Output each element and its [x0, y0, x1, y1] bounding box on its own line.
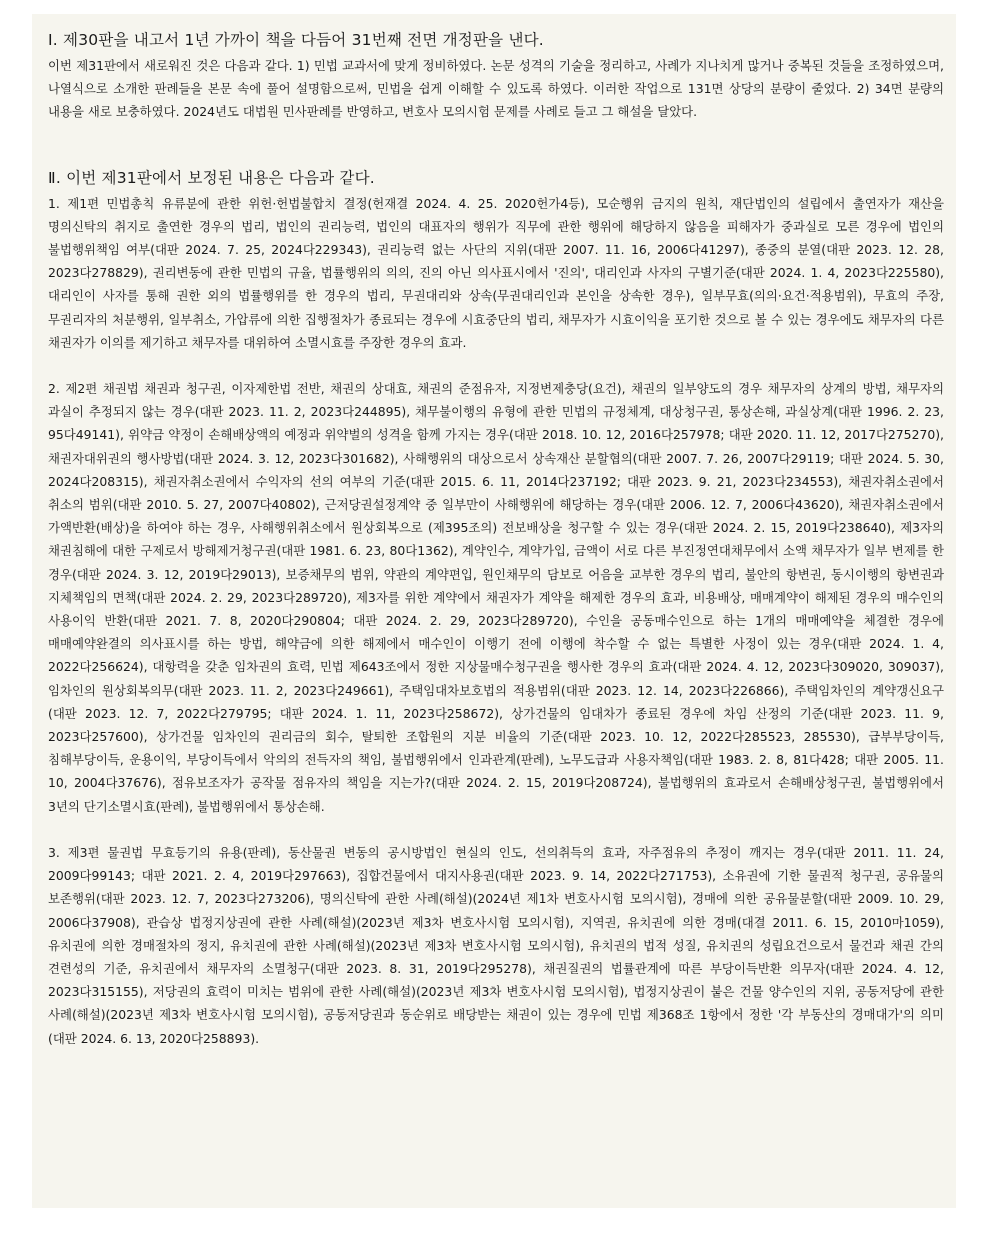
- item-spacer: [48, 354, 944, 377]
- document-page: [32, 14, 956, 1208]
- revision-item-obligations: 2. 제2편 채권법 채권과 청구권, 이자제한법 전반, 채권의 상대효, 채권의 준점유자, 지정변제충당(요건), 채권의 일부양도의 경우 채무자의 상계의 방법, 채무자의 과실이 추정되지 않는 경우(대판 2023. 11. 2, 2023다244895), 채무불이행의 유형에 관한 민법의 규정체계, 대상청구권, 통상손해, 과실상계(대판 1996. 2. 23, 95다49141), 위약금 약정이 손해배상액의 예정과 위약벌의 성격을 함께 가지는 경우(대판 2018. 10. 12, 2016다257978; 대판 2020. 11. 12, 2017다275270), 채권자대위권의 행사방법(대판 2024. 3. 12, 2023다301682), 사해행위의 대상으로서 상속재산 분할협의(대판 2007. 7. 26, 2007다29119; 대판 2024. 5. 30, 2024다208315), 채권자취소권에서 수익자의 선의 여부의 기준(대판 2015. 6. 11, 2014다237192; 대판 2023. 9. 21, 2023다234553), 채권자취소권에서 취소의 범위(대판 2010. 5. 27, 2007다40802), 근저당권설정계약 중 일부만이 사해행위에 해당하는 경우(대판 2006. 12. 7, 2006다43620), 채권자취소권에서 가액반환(배상)을 하여야 하는 경우, 사해행위취소에서 원상회복으로 (제395조의) 전보배상을 청구할 수 있는 경우(대판 2024. 2. 15, 2019다238640), 제3자의 채권침해에 대한 구제로서 방해제거청구권(대판 1981. 6. 23, 80다1362), 계약인수, 계약가입, 금액이 서로 다른 부진정연대채무에서 소액 채무자가 일부 변제를 한 경우(대판 2024. 3. 12, 2019다29013), 보증채무의 범위, 약관의 계약편입, 원인채무의 담보로 어음을 교부한 경우의 법리, 불안의 항변권, 동시이행의 항변권과 지체책임의 면책(대판 2024. 2. 29, 2023다289720), 제3자를 위한 계약에서 채권자가 계약을 해제한 경우의 효과, 비용배상, 매매계약이 해제된 경우의 매수인의 사용이익 반환(대판 2021. 7. 8, 2020다290804; 대판 2024. 2. 29, 2023다289720), 수인을 공동매수인으로 하는 1개의 매매예약을 체결한 경우에 매매예약완결의 의사표시를 하는 방법, 해약금에 의한 해제에서 매수인이 이행기 전에 이행에 착수할 수 없는 특별한 사정이 있는 경우(대판 2024. 1. 4, 2022다256624), 대항력을 갖춘 임차권의 효력, 민법 제643조에서 정한 지상물매수청구권을 행사한 경우의 효과(대판 2024. 4. 12, 2023다309020, 309037), 임차인의 원상회복의무(대판 2023. 11. 2, 2023다249661), 주택임대차보호법의 적용범위(대판 2023. 12. 14, 2023다226866), 주택임차인의 계약갱신요구(대판 2023. 12. 7, 2022다279795; 대판 2024. 1. 11, 2023다258672), 상가건물의 임대차가 종료된 경우에 차임 산정의 기준(대판 2023. 11. 9, 2023다257600), 상가건물 임차인의 권리금의 회수, 탈퇴한 조합원의 지분 비율의 기준(대판 2023. 10. 12, 2022다285523, 285530), 급부부당이득, 침해부당이득, 운용이익, 부당이득에서 악의의 전득자의 책임, 불법행위에서 인과관계(판례), 노무도급과 사용자책임(대판 1983. 2. 8, 81다428; 대판 2005. 11. 10, 2004다37676), 점유보조자가 공작물 점유자의 책임을 지는가?(대판 2024. 2. 15, 2019다208724), 불법행위의 효과로서 손해배상청구권, 불법행위에서 3년의 단기소멸시효(판례), 불법행위에서 통상손해.: [48, 381, 945, 814]
- revision-item-property-rights: 3. 제3편 물권법 무효등기의 유용(판례), 동산물권 변동의 공시방법인 현실의 인도, 선의취득의 효과, 자주점유의 추정이 깨지는 경우(대판 2011. 11. 24, 2009다99143; 대판 2021. 2. 4, 2019다297663), 집합건물에서 대지사용권(대판 2023. 9. 14, 2022다271753), 소유권에 기한 물권적 청구권, 공유물의 보존행위(대판 2023. 12. 7, 2023다273206), 명의신탁에 관한 사례(해설)(2024년 제1차 변호사시험 모의시험), 경매에 의한 공유물분할(대판 2009. 10. 29, 2006다37908), 관습상 법정지상권에 관한 사례(해설)(2023년 제3차 변호사시험 모의시험), 지역권, 유치권에 의한 경매(대결 2011. 6. 15, 2010마1059), 유치권에 의한 경매절차의 정지, 유치권에 관한 사례(해설)(2023년 제3차 변호사시험 모의시험), 유치권의 법적 성질, 유치권의 성립요건으로서 물건과 채권 간의 견련성의 기준, 유치권에서 채무자의 소멸청구(대판 2023. 8. 31, 2019다295278), 채권질권의 법률관계에 따른 부당이득반환 의무자(대판 2024. 4. 12, 2023다315155), 저당권의 효력이 미치는 범위에 관한 사례(해설)(2023년 제3차 변호사시험 모의시험), 법정지상권이 붙은 건물 양수인의 지위, 공동저당에 관한 사례(해설)(2023년 제3차 변호사시험 모의시험), 공동저당권과 동순위로 배당받는 채권이 있는 경우에 민법 제368조 1항에서 정한 '각 부동산의 경매대가'의 의미(대판 2024. 6. 13, 2020다258893).: [48, 844, 944, 1046]
- section-1-body: 이번 제31판에서 새로워진 것은 다음과 같다. 1) 민법 교과서에 맞게 정비하였다. 논문 성격의 기술을 정리하고, 사례가 지나치게 많거나 중복된 것들을 조정하였으며, 나열식으로 소개한 판례들을 본문 속에 풀어 설명함으로써, 민법을 쉽게 이해할 수 있도록 하였다. 이러한 작업으로 131면 상당의 분량이 줄었다. 2) 34면 분량의 내용을 새로 보충하였다. 2024년도 대법원 민사판례를 반영하고, 변호사 모의시험 문제를 사례로 들고 그 해설을 달았다.: [48, 58, 944, 120]
- item-spacer: [48, 818, 944, 841]
- section-spacer: [48, 124, 944, 166]
- revision-item-general-provisions: 1. 제1편 민법총칙 유류분에 관한 위헌·헌법불합치 결정(헌재결 2024. 4. 25. 2020헌가4등), 모순행위 금지의 원칙, 재단법인의 설립에서 출연자가 재산을 명의신탁의 취지로 출연한 경우의 법리, 법인의 권리능력, 법인의 대표자의 행위가 직무에 관한 행위에 해당하지 않음을 피해자가 중과실로 모른 경우에 법인의 불법행위책임 여부(대판 2024. 7. 25, 2024다229343), 권리능력 없는 사단의 지위(대판 2007. 11. 16, 2006다41297), 종중의 분열(대판 2023. 12. 28, 2023다278829), 권리변동에 관한 민법의 규율, 법률행위의 의의, 진의 아닌 의사표시에서 '진의', 대리인과 사자의 구별기준(대판 2024. 1. 4, 2023다225580), 대리인이 사자를 통해 권한 외의 법률행위를 한 경우의 법리, 무권대리와 상속(무권대리인과 본인을 상속한 경우), 일부무효(의의·요건·적용범위), 무효의 주장, 무권리자의 처분행위, 일부취소, 가압류에 의한 집행절차가 종료되는 경우에 시효중단의 법리, 채무자가 시효이익을 포기한 것으로 볼 수 있는 경우에도 채무자의 다른 채권자가 이의를 제기하고 채무자를 대위하여 소멸시효를 주장한 경우의 효과.: [48, 195, 944, 350]
- section-1-heading: Ⅰ. 제30판을 내고서 1년 가까이 책을 다듬어 31번째 전면 개정판을 낸다.: [48, 31, 544, 49]
- section-2-heading: Ⅱ. 이번 제31판에서 보정된 내용은 다음과 같다.: [48, 168, 375, 187]
